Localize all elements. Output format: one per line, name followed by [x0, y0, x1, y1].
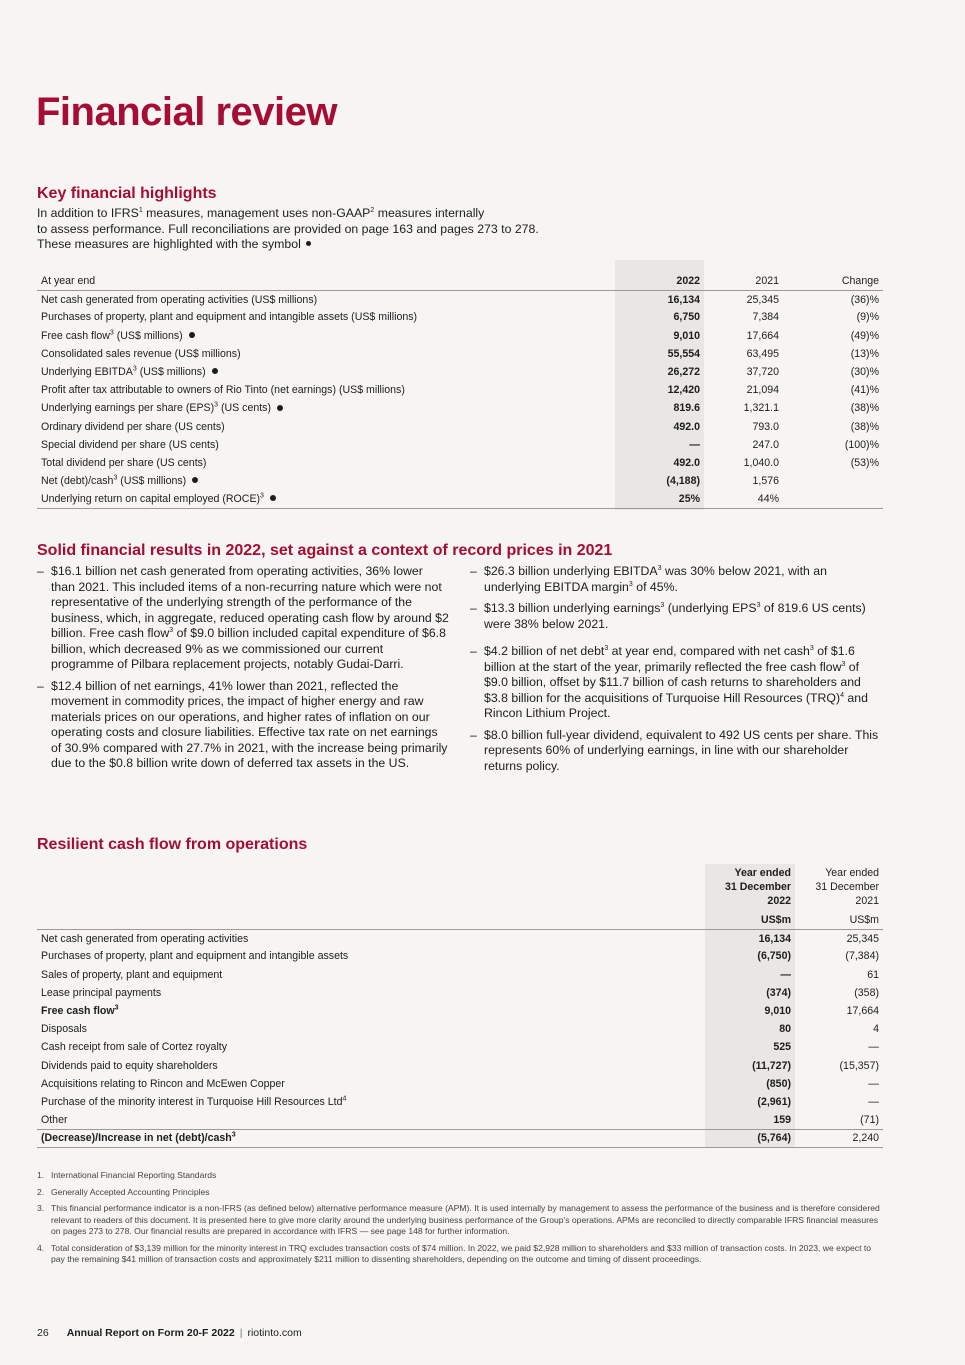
value-2021: 7,384: [752, 311, 779, 324]
value-change: (36)%: [850, 293, 879, 306]
value-change: (49)%: [850, 329, 879, 342]
value-2022: 26,272: [667, 366, 700, 379]
footnote-ref: 1: [138, 206, 143, 214]
footnote-ref: 3: [841, 660, 846, 668]
label-text: Free cash flow: [41, 1005, 115, 1018]
row-label: [37, 1093, 705, 1111]
label-text: Sales of property, plant and equipment: [41, 968, 223, 981]
header-text: 2021: [855, 895, 879, 907]
label-text: Ordinary dividend per share (US cents): [41, 420, 225, 433]
value-2021: (71): [860, 1113, 879, 1126]
row-label: [37, 1057, 705, 1075]
value-2022: 25%: [678, 493, 700, 506]
value-2021: 247.0: [752, 438, 779, 451]
website-link[interactable]: riotinto.com: [247, 1327, 302, 1339]
list-item: [470, 644, 884, 722]
table-row: [37, 1038, 883, 1056]
value-2022: (11,727): [752, 1059, 791, 1072]
row-label: [37, 1075, 705, 1093]
table-row: [37, 454, 883, 472]
value-change: (30)%: [850, 366, 879, 379]
value-2022: 55,554: [667, 347, 700, 360]
table-row: [37, 1129, 883, 1147]
row-label: [37, 345, 619, 363]
value-2021: 1,576: [752, 475, 779, 488]
value-change: (41)%: [850, 384, 879, 397]
label-text: Other: [41, 1113, 68, 1126]
value-2022: 9,010: [673, 329, 700, 342]
footnote-text: International Financial Reporting Standards: [51, 1170, 217, 1180]
footnote: [37, 1170, 883, 1182]
label-text: Total dividend per share (US cents): [41, 456, 207, 469]
value-2021: 61: [867, 968, 879, 981]
table-row: [37, 1020, 883, 1038]
table-row: [37, 363, 883, 381]
table-row: [37, 1075, 883, 1093]
value-change: [783, 490, 883, 508]
value-2022: 6,750: [673, 311, 700, 324]
page-title: Financial review: [36, 90, 338, 134]
value-change: (100)%: [844, 438, 879, 451]
list-item: [37, 564, 449, 673]
header-text: 31 December: [725, 881, 791, 893]
label-text: Net cash generated from operating activities (US$ millions): [41, 293, 318, 306]
footnote-ref: 3: [113, 474, 118, 482]
label-text: Cash receipt from sale of Cortez royalty: [41, 1041, 228, 1054]
value-2022: —: [689, 438, 700, 451]
header-change: Change: [841, 274, 879, 287]
bullet-text: was 30% below 2021, with an underlying EBITDA margin: [484, 564, 827, 594]
value-2021: 4: [873, 1023, 879, 1036]
apm-symbol-icon: [270, 495, 276, 501]
footnote-ref: 3: [809, 644, 814, 652]
footnote: [37, 1187, 883, 1199]
footnote-ref: 3: [214, 401, 219, 409]
value-2021: 1,321.1: [743, 402, 779, 415]
value-change: (53)%: [850, 456, 879, 469]
value-2022: 12,420: [667, 384, 700, 397]
table-row: [37, 1111, 883, 1129]
label-text: Purchase of the minority interest in Turquoise Hill Resources Ltd: [41, 1095, 343, 1108]
results-heading: Solid financial results in 2022, set against a context of record prices in 2021: [37, 542, 613, 559]
value-2021: 2,240: [852, 1132, 879, 1145]
apm-symbol-icon: [212, 368, 218, 374]
value-2022: 16,134: [667, 293, 700, 306]
bullet-text: of $1.6 billion at the start of the year, primarily reflected the free cash flow: [484, 644, 855, 674]
value-2022: 492.0: [673, 420, 700, 433]
footnote-text: Total consideration of $3,139 million for the minority interest in TRQ excludes transaction costs of $74 million. In 2022, we paid $2,928 million to shareholders and $33 million of transaction costs. In 2023, we expect to pay the remaining $41 million of transaction costs and approximately $211 million to dissenting shareholders, depending on the outcome and timing of dissent proceedings.: [51, 1242, 872, 1264]
bullet-text: $4.2 billion of net debt: [484, 644, 605, 658]
label-text: Dividends paid to equity shareholders: [41, 1059, 218, 1072]
row-label: [37, 472, 619, 490]
label-text: Underlying return on capital employed (ROCE): [41, 493, 261, 506]
footnote-number: 2.: [37, 1186, 45, 1197]
cashflow-heading: Resilient cash flow from operations: [37, 836, 308, 853]
value-2021: 25,345: [746, 293, 779, 306]
value-2021: 793.0: [752, 420, 779, 433]
row-label: [37, 381, 619, 399]
value-2022: —: [780, 968, 791, 981]
label-text: Acquisitions relating to Rincon and McEwen Copper: [41, 1077, 285, 1090]
table-row: [37, 327, 883, 345]
apm-symbol-icon: [189, 332, 195, 338]
apm-symbol-icon: [306, 241, 311, 246]
row-label: [37, 363, 619, 381]
footnote-ref: 3: [231, 1131, 236, 1139]
highlights-table: [37, 272, 883, 509]
value-2022: (4,188): [666, 475, 700, 488]
table-row: [37, 381, 883, 399]
header-text: 31 December: [815, 881, 879, 893]
value-2022: (374): [766, 986, 791, 999]
value-2021: —: [868, 1077, 879, 1090]
bullet-text: $12.4 billion of net earnings, 41% lower than 2021, reflected the movement in commodity prices, the impact of higher energy and raw materials prices on our operations, and higher rates of inflation on our operating costs and closure liabilities. Effective tax rate on net earnings of 30.9% compared with 27.7% in 2021, with the increase being primarily due to the $0.8 billion write down of deferred tax assets in the US.: [51, 678, 448, 770]
value-2021: —: [868, 1095, 879, 1108]
footnote-ref: 4: [342, 1095, 347, 1103]
value-2021: 1,040.0: [743, 456, 779, 469]
footnotes: [37, 1170, 883, 1271]
label-text: Disposals: [41, 1023, 87, 1036]
unit-2021: US$m: [849, 913, 879, 926]
table-header-row: [37, 866, 883, 911]
list-item: [37, 679, 449, 772]
table-row: [37, 1057, 883, 1075]
row-label: [37, 436, 619, 454]
page-number: 26: [37, 1327, 49, 1339]
results-left-column: [37, 564, 449, 778]
footnote-number: 3.: [37, 1203, 45, 1213]
row-label: [37, 454, 619, 472]
footnote-ref: 3: [132, 365, 137, 373]
table-row: [37, 418, 883, 436]
highlights-intro: [37, 206, 597, 253]
footnote-ref: 3: [114, 1004, 119, 1012]
value-change: (9)%: [856, 311, 879, 324]
footnote-ref: 4: [840, 691, 844, 699]
header-2021: [795, 866, 883, 911]
table-row: [37, 399, 883, 417]
row-label: [37, 966, 705, 984]
header-text: 2022: [767, 895, 791, 907]
label-text: Lease principal payments: [41, 986, 162, 999]
bullet-text: $8.0 billion full-year dividend, equivalent to 492 US cents per share. This represents 60% of underlying earnings, in line with our shareholder returns policy.: [484, 727, 879, 773]
value-2021: 63,495: [746, 347, 779, 360]
header-2022: [705, 866, 795, 911]
value-2022: (6,750): [757, 950, 791, 963]
label-text: Net cash generated from operating activities: [41, 932, 249, 945]
intro-text: These measures are highlighted with the symbol: [37, 237, 301, 251]
value-2021: 21,094: [746, 384, 779, 397]
bullet-text: $13.3 billion underlying earnings: [484, 601, 661, 615]
footnote-ref: 3: [169, 626, 174, 634]
value-2021: 17,664: [846, 1005, 879, 1018]
footnote-number: 4.: [37, 1242, 45, 1253]
table-row: [37, 472, 883, 490]
footnote-ref: 3: [109, 329, 114, 337]
bullet-text: $26.3 billion underlying EBITDA: [484, 564, 658, 578]
label-text: (US$ millions): [113, 329, 183, 342]
bullet-text: $16.1 billion net cash generated from operating activities, 36% lower than 2021. This included items of a non-recurring nature which were not representative of the underlying strength of the performance of the business, which, in aggregate, reduced operating cash flow by around $2 billion. Free cash flow: [51, 564, 449, 640]
label-text: (US$ millions): [136, 366, 206, 379]
list-item: [470, 728, 884, 775]
footnote-text: This financial performance indicator is a non-IFRS (as defined below) alternative performance measure (APM). It is used internally by management to assess the performance of the business and is therefore considered relevant to readers of this document. It is presented here to give more clarity around the underlying business performance of the Group's operations. APMs are reconciled to directly comparable IFRS financial measures on pages 273 to 278. Our financial results are prepared in accordance with IFRS — see page 148 for further information.: [51, 1203, 880, 1236]
row-label: [37, 308, 619, 326]
value-change: (13)%: [850, 347, 879, 360]
label-text: Purchases of property, plant and equipment and intangible assets (US$ millions): [41, 311, 418, 324]
value-2022: (850): [766, 1077, 791, 1090]
footnote-ref: 3: [628, 580, 633, 588]
label-text: Free cash flow: [41, 329, 110, 342]
value-change: [783, 472, 883, 490]
label-text: Underlying EBITDA: [41, 366, 133, 379]
value-change: (38)%: [850, 402, 879, 415]
row-label: [37, 947, 705, 965]
footer-separator: |: [239, 1327, 243, 1339]
table-row: [37, 966, 883, 984]
value-2021: (358): [854, 986, 879, 999]
value-change: (38)%: [850, 420, 879, 433]
footnote-text: Generally Accepted Accounting Principles: [51, 1186, 210, 1197]
highlights-heading: Key financial highlights: [37, 185, 217, 202]
value-2021: 37,720: [746, 366, 779, 379]
table-row: [37, 1002, 883, 1020]
bullet-text: at year end, compared with net cash: [608, 644, 810, 658]
bullet-text: and Rincon Lithium Project.: [484, 690, 868, 720]
apm-symbol-icon: [192, 477, 198, 483]
label-text: Special dividend per share (US cents): [41, 438, 219, 451]
value-2021: (15,357): [839, 1059, 879, 1072]
table-row: [37, 345, 883, 363]
value-2022: 525: [773, 1041, 791, 1054]
footnote: [37, 1203, 883, 1238]
row-label: [37, 929, 705, 947]
unit-2022: US$m: [760, 913, 791, 926]
label-text: Purchases of property, plant and equipment and intangible assets: [41, 950, 349, 963]
table-row: [37, 1093, 883, 1111]
list-item: [470, 564, 884, 595]
bullet-text: (underlying EPS: [664, 601, 757, 615]
intro-text: to assess performance. Full reconciliations are provided on page 163 and pages 273 to 278.: [37, 221, 539, 236]
table-row: [37, 290, 883, 308]
value-2022: 819.6: [673, 402, 700, 415]
row-label: [37, 290, 619, 308]
cashflow-table: [37, 866, 883, 1148]
row-label: [37, 1002, 705, 1020]
row-label: [37, 1020, 705, 1038]
label-text: (US cents): [218, 402, 272, 415]
value-2021: —: [868, 1041, 879, 1054]
footnote: [37, 1243, 883, 1266]
row-label: [37, 1129, 705, 1147]
value-2021: 17,664: [746, 329, 779, 342]
bullet-text: of 819.6 US cents) were 38% below 2021.: [484, 601, 866, 631]
bullet-text: of 45%.: [632, 579, 678, 594]
intro-text: In addition to IFRS: [37, 206, 139, 220]
intro-text: measures, management uses non-GAAP: [142, 206, 371, 220]
table-row: [37, 984, 883, 1002]
list-item: [470, 601, 884, 632]
label-text: Net (debt)/cash: [41, 475, 114, 488]
intro-text: measures internally: [374, 206, 485, 220]
header-text: Year ended: [734, 867, 791, 879]
footnote-ref: 3: [660, 601, 665, 609]
footnote-number: 1.: [37, 1170, 45, 1180]
row-label: [37, 1111, 705, 1129]
table-header-row: [37, 272, 883, 290]
row-label: [37, 490, 619, 508]
footnote-ref: 3: [260, 492, 264, 500]
label-text: Profit after tax attributable to owners of Rio Tinto (net earnings) (US$ millions): [41, 384, 405, 397]
row-label: [37, 984, 705, 1002]
row-label: [37, 418, 619, 436]
value-2021: (7,384): [845, 950, 879, 963]
footnote-ref: 2: [370, 206, 375, 214]
bullet-text: of $9.0 billion, offset by $11.7 billion of cash returns to shareholders and $3.8 billion for the acquisitions of Turquoise Hill Resources (TRQ): [484, 659, 861, 705]
report-name: Annual Report on Form 20-F 2022: [66, 1327, 235, 1339]
value-2022: 492.0: [673, 456, 700, 469]
value-2022: (5,764): [757, 1132, 791, 1145]
page-footer: [37, 1327, 302, 1339]
footnote-ref: 3: [604, 644, 609, 652]
label-text: Consolidated sales revenue (US$ millions): [41, 347, 241, 360]
table-row: [37, 490, 883, 508]
table-row: [37, 436, 883, 454]
row-label: [37, 399, 619, 417]
label-text: Underlying earnings per share (EPS): [41, 402, 215, 415]
table-row: [37, 947, 883, 965]
header-label: At year end: [41, 274, 96, 287]
label-text: (US$ millions): [117, 475, 187, 488]
apm-symbol-icon: [277, 405, 283, 411]
table-row: [37, 308, 883, 326]
footnote-ref: 3: [756, 601, 761, 609]
row-label: [37, 1038, 705, 1056]
table-unit-row: [37, 911, 883, 929]
value-2022: 16,134: [758, 932, 791, 945]
header-2021: 2021: [755, 274, 779, 287]
value-2021: 44%: [757, 493, 779, 506]
header-2022: 2022: [676, 274, 700, 287]
footnote-ref: 3: [657, 564, 662, 572]
value-2022: 80: [779, 1023, 791, 1036]
value-2022: (2,961): [757, 1095, 791, 1108]
value-2021: 25,345: [846, 932, 879, 945]
results-right-column: [470, 564, 884, 780]
value-2022: 9,010: [764, 1005, 791, 1018]
label-text: (Decrease)/Increase in net (debt)/cash: [41, 1132, 232, 1145]
bullet-text: of $9.0 billion included capital expenditure of $6.8 billion, which decreased 9% as we commissioned our current programme of Pilbara replacement projects, notably Gudai-Darri.: [51, 626, 446, 671]
header-text: Year ended: [825, 867, 879, 879]
value-2022: 159: [773, 1113, 791, 1126]
table-row: [37, 929, 883, 947]
row-label: [37, 327, 619, 345]
